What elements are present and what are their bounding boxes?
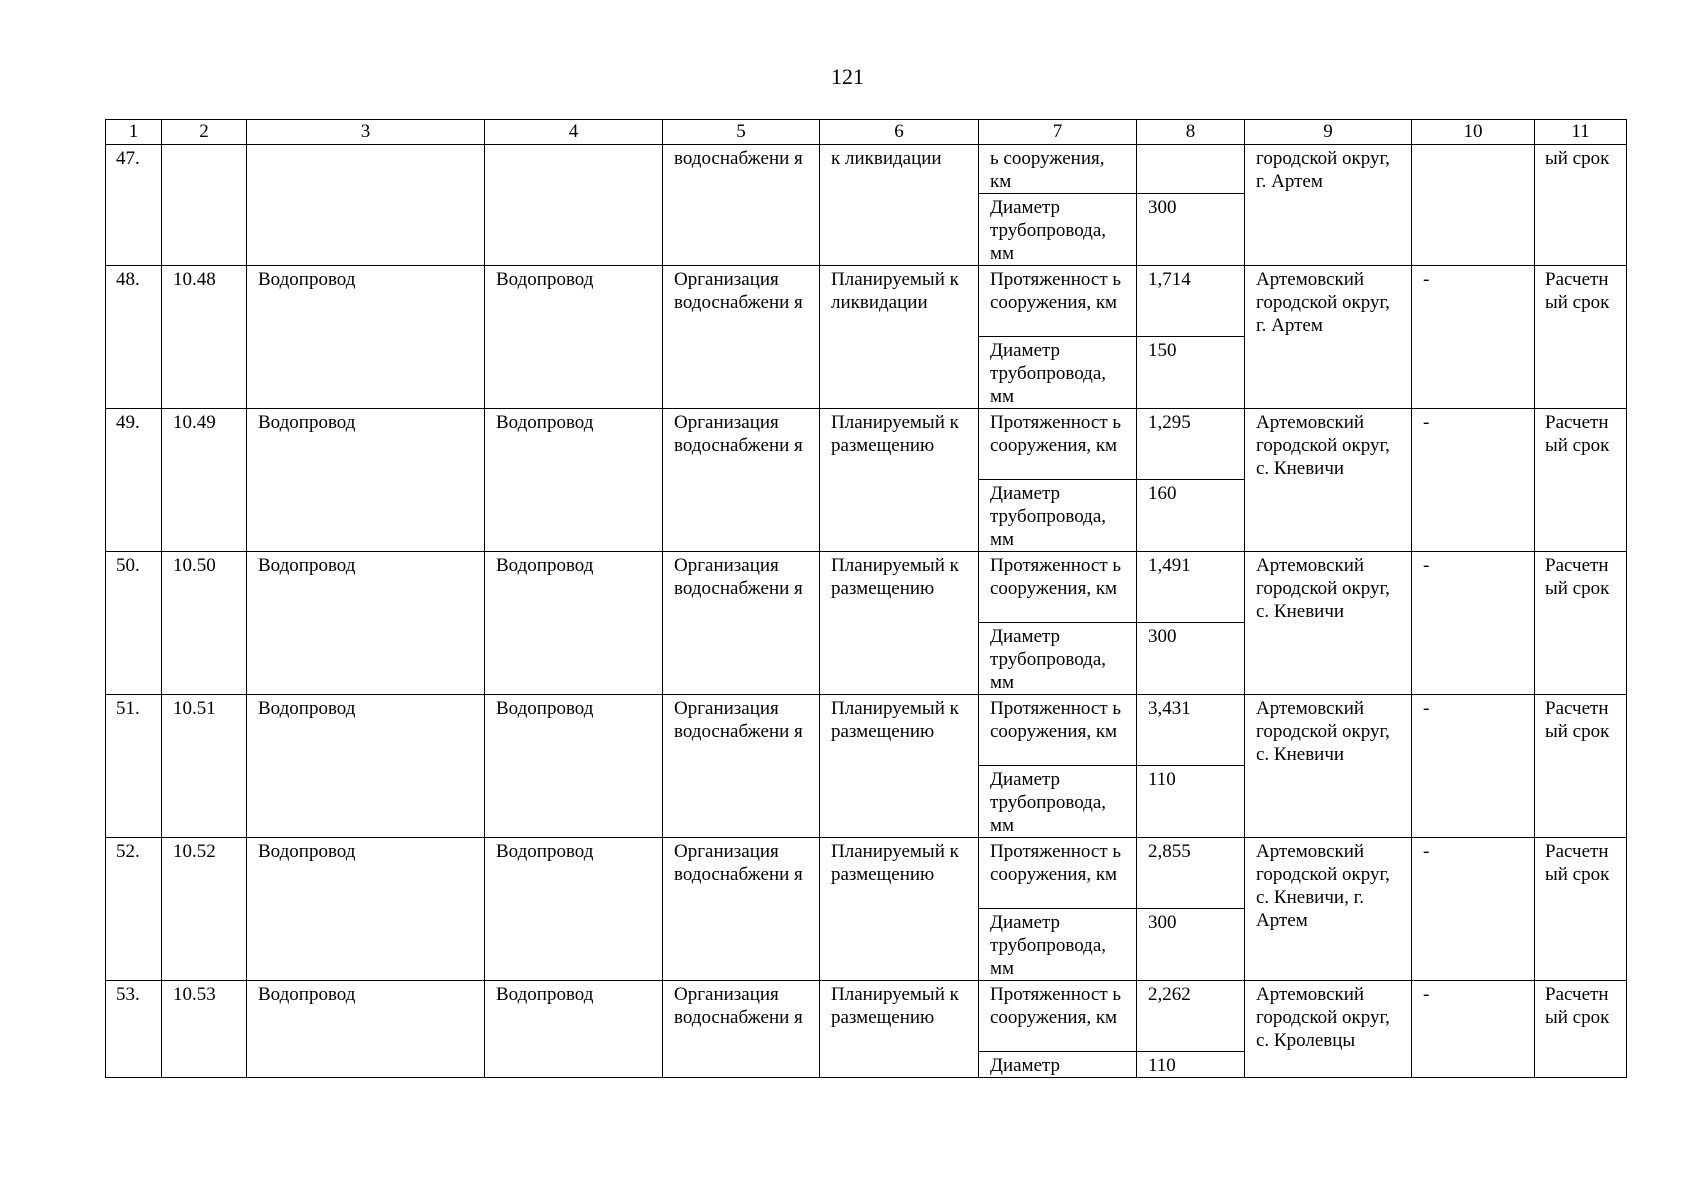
object-name-cell bbox=[247, 145, 485, 266]
purpose-cell: Организация водоснабжени я bbox=[663, 266, 820, 409]
table-row bbox=[106, 981, 1627, 1052]
object-type-cell: Водопровод bbox=[485, 838, 663, 981]
diameter-value-cell: 110 bbox=[1137, 1052, 1245, 1078]
length-label-cell: Протяженност ь сооружения, км bbox=[979, 552, 1137, 623]
row-number-cell: 48. bbox=[106, 266, 162, 409]
diameter-label-cell: Диаметр трубопровода, мм bbox=[979, 480, 1137, 552]
status-cell: Планируемый к размещению bbox=[820, 695, 979, 838]
object-name-cell: Водопровод bbox=[247, 838, 485, 981]
diameter-value-cell: 300 bbox=[1137, 194, 1245, 266]
purpose-cell: Организация водоснабжени я bbox=[663, 695, 820, 838]
length-label-cell: Протяженност ь сооружения, км bbox=[979, 266, 1137, 337]
row-number-cell: 53. bbox=[106, 981, 162, 1078]
object-name-cell: Водопровод bbox=[247, 409, 485, 552]
object-code-cell: 10.50 bbox=[162, 552, 247, 695]
object-type-cell: Водопровод bbox=[485, 409, 663, 552]
table-row bbox=[106, 409, 1627, 480]
row-number-cell: 49. bbox=[106, 409, 162, 552]
object-type-cell bbox=[485, 145, 663, 266]
location-cell: Артемовский городской округ, с. Кневичи, г. Артем bbox=[1245, 838, 1412, 981]
length-value-cell bbox=[1137, 145, 1245, 194]
header-cell: 7 bbox=[979, 120, 1137, 145]
table-body bbox=[106, 120, 1627, 1078]
location-cell: Артемовский городской округ, с. Кневичи bbox=[1245, 552, 1412, 695]
status-cell: Планируемый к размещению bbox=[820, 409, 979, 552]
term-cell: ый срок bbox=[1535, 145, 1627, 266]
object-type-cell: Водопровод bbox=[485, 266, 663, 409]
row-number-cell: 47. bbox=[106, 145, 162, 266]
object-name-cell: Водопровод bbox=[247, 266, 485, 409]
header-cell: 11 bbox=[1535, 120, 1627, 145]
zone-cell: - bbox=[1412, 409, 1535, 552]
status-cell: Планируемый к размещению bbox=[820, 552, 979, 695]
table-row bbox=[106, 145, 1627, 194]
diameter-label-cell: Диаметр трубопровода, мм bbox=[979, 623, 1137, 695]
zone-cell: - bbox=[1412, 695, 1535, 838]
diameter-label-cell: Диаметр bbox=[979, 1052, 1137, 1078]
header-cell: 4 bbox=[485, 120, 663, 145]
object-code-cell: 10.51 bbox=[162, 695, 247, 838]
purpose-cell: водоснабжени я bbox=[663, 145, 820, 266]
term-cell: Расчетн ый срок bbox=[1535, 981, 1627, 1078]
header-cell: 5 bbox=[663, 120, 820, 145]
header-cell: 6 bbox=[820, 120, 979, 145]
length-label-cell: ь сооружения, км bbox=[979, 145, 1137, 194]
term-cell: Расчетн ый срок bbox=[1535, 695, 1627, 838]
table-row bbox=[106, 695, 1627, 766]
object-type-cell: Водопровод bbox=[485, 552, 663, 695]
object-type-cell: Водопровод bbox=[485, 695, 663, 838]
purpose-cell: Организация водоснабжени я bbox=[663, 838, 820, 981]
length-label-cell: Протяженност ь сооружения, км bbox=[979, 838, 1137, 909]
header-row bbox=[106, 120, 1627, 145]
term-cell: Расчетн ый срок bbox=[1535, 409, 1627, 552]
status-cell: Планируемый к размещению bbox=[820, 838, 979, 981]
header-cell: 8 bbox=[1137, 120, 1245, 145]
diameter-label-cell: Диаметр трубопровода, мм bbox=[979, 909, 1137, 981]
object-type-cell: Водопровод bbox=[485, 981, 663, 1078]
header-cell: 1 bbox=[106, 120, 162, 145]
row-number-cell: 50. bbox=[106, 552, 162, 695]
length-label-cell: Протяженност ь сооружения, км bbox=[979, 981, 1137, 1052]
object-name-cell: Водопровод bbox=[247, 552, 485, 695]
object-code-cell: 10.49 bbox=[162, 409, 247, 552]
purpose-cell: Организация водоснабжени я bbox=[663, 409, 820, 552]
location-cell: городской округ, г. Артем bbox=[1245, 145, 1412, 266]
object-code-cell: 10.52 bbox=[162, 838, 247, 981]
diameter-value-cell: 300 bbox=[1137, 623, 1245, 695]
length-label-cell: Протяженност ь сооружения, км bbox=[979, 409, 1137, 480]
term-cell: Расчетн ый срок bbox=[1535, 552, 1627, 695]
header-cell: 10 bbox=[1412, 120, 1535, 145]
data-table bbox=[105, 119, 1627, 1078]
diameter-label-cell: Диаметр трубопровода, мм bbox=[979, 194, 1137, 266]
table-row bbox=[106, 838, 1627, 909]
length-value-cell: 3,431 bbox=[1137, 695, 1245, 766]
status-cell: к ликвидации bbox=[820, 145, 979, 266]
zone-cell: - bbox=[1412, 981, 1535, 1078]
row-number-cell: 52. bbox=[106, 838, 162, 981]
location-cell: Артемовский городской округ, с. Кневичи bbox=[1245, 409, 1412, 552]
status-cell: Планируемый к размещению bbox=[820, 981, 979, 1078]
diameter-value-cell: 160 bbox=[1137, 480, 1245, 552]
status-cell: Планируемый к ликвидации bbox=[820, 266, 979, 409]
length-value-cell: 1,714 bbox=[1137, 266, 1245, 337]
diameter-label-cell: Диаметр трубопровода, мм bbox=[979, 337, 1137, 409]
header-cell: 2 bbox=[162, 120, 247, 145]
header-cell: 9 bbox=[1245, 120, 1412, 145]
row-number-cell: 51. bbox=[106, 695, 162, 838]
object-code-cell: 10.53 bbox=[162, 981, 247, 1078]
object-code-cell: 10.48 bbox=[162, 266, 247, 409]
diameter-value-cell: 300 bbox=[1137, 909, 1245, 981]
length-label-cell: Протяженност ь сооружения, км bbox=[979, 695, 1137, 766]
zone-cell: - bbox=[1412, 552, 1535, 695]
zone-cell: - bbox=[1412, 838, 1535, 981]
length-value-cell: 1,295 bbox=[1137, 409, 1245, 480]
diameter-value-cell: 110 bbox=[1137, 766, 1245, 838]
length-value-cell: 1,491 bbox=[1137, 552, 1245, 623]
location-cell: Артемовский городской округ, с. Кролевцы bbox=[1245, 981, 1412, 1078]
table-row bbox=[106, 552, 1627, 623]
object-name-cell: Водопровод bbox=[247, 695, 485, 838]
location-cell: Артемовский городской округ, с. Кневичи bbox=[1245, 695, 1412, 838]
zone-cell bbox=[1412, 145, 1535, 266]
page-number: 121 bbox=[831, 64, 864, 89]
diameter-label-cell: Диаметр трубопровода, мм bbox=[979, 766, 1137, 838]
purpose-cell: Организация водоснабжени я bbox=[663, 981, 820, 1078]
term-cell: Расчетн ый срок bbox=[1535, 838, 1627, 981]
zone-cell: - bbox=[1412, 266, 1535, 409]
purpose-cell: Организация водоснабжени я bbox=[663, 552, 820, 695]
object-name-cell: Водопровод bbox=[247, 981, 485, 1078]
term-cell: Расчетн ый срок bbox=[1535, 266, 1627, 409]
header-cell: 3 bbox=[247, 120, 485, 145]
length-value-cell: 2,262 bbox=[1137, 981, 1245, 1052]
object-code-cell bbox=[162, 145, 247, 266]
location-cell: Артемовский городской округ, г. Артем bbox=[1245, 266, 1412, 409]
length-value-cell: 2,855 bbox=[1137, 838, 1245, 909]
diameter-value-cell: 150 bbox=[1137, 337, 1245, 409]
table-row bbox=[106, 266, 1627, 337]
